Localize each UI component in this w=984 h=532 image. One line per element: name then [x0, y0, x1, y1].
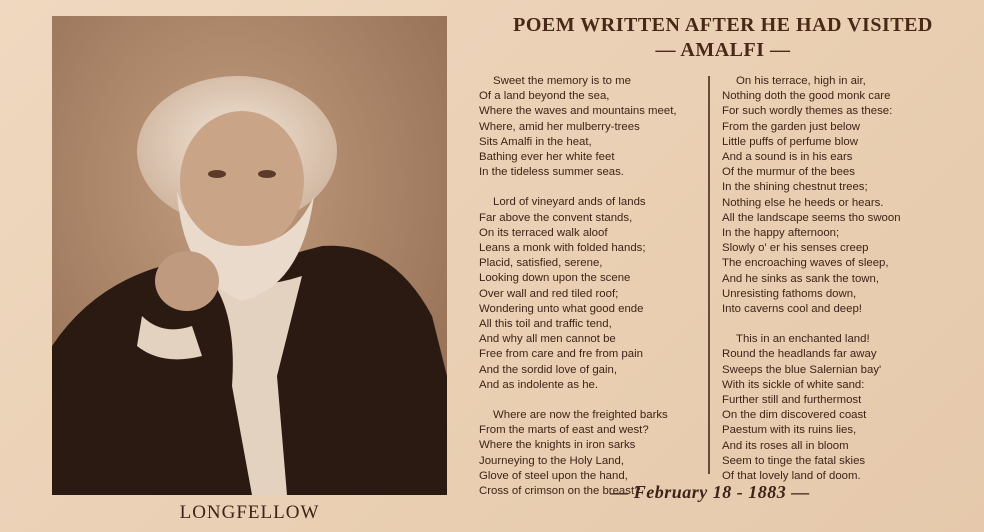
poem-line: Into caverns cool and deep!	[722, 303, 862, 316]
poem-line: This in an enchanted land!	[736, 333, 870, 346]
poem-line: On the dim discovered coast	[722, 409, 867, 422]
poem-line: Bathing ever her white feet	[479, 151, 615, 164]
poem-line: On his terrace, high in air,	[736, 75, 866, 87]
stanza	[479, 74, 704, 180]
poem-line: Wondering unto what good ende	[479, 302, 644, 315]
poem-line: Where, amid her mulberry-trees	[479, 120, 640, 133]
poem-line: Looking down upon the scene	[479, 272, 631, 285]
poem-line: And a sound is in his ears	[722, 151, 853, 164]
poem-column-right	[722, 74, 952, 499]
poem-line: Placid, satisfied, serene,	[479, 257, 603, 270]
poem-line: Leans a monk with folded hands;	[479, 242, 646, 255]
poem-line: Where the knights in iron sarks	[479, 439, 636, 452]
poem-line: With its sickle of white sand:	[722, 378, 865, 391]
poem-line: And as indolente as he.	[479, 378, 599, 391]
poem-line: All this toil and traffic tend,	[479, 318, 612, 331]
poem-line: Free from care and fre from pain	[479, 348, 643, 361]
longfellow-portrait	[52, 16, 447, 495]
poem-line: And why all men cannot be	[479, 333, 616, 346]
poem-line: Cross of crimson on the breast?	[479, 485, 641, 498]
poem-line: In the tideless summer seas.	[479, 166, 624, 179]
poem-line: All the landscape seems tho swoon	[722, 211, 901, 224]
poem-line: And the sordid love of gain,	[479, 363, 618, 376]
poem-line: Of the murmur of the bees	[722, 166, 855, 179]
poem-line: Of that lovely land of doom.	[722, 470, 861, 483]
poem-line: Slowly o' er his senses creep	[722, 242, 869, 255]
poem-line: And he sinks as sank the town,	[722, 272, 880, 285]
poem-line: From the marts of east and west?	[479, 424, 649, 437]
poem-line: Where the waves and mountains meet,	[479, 105, 677, 118]
poem-line: In the shining chestnut trees;	[722, 181, 868, 194]
poem-line: In the happy afternoon;	[722, 227, 840, 240]
poem-line: Journeying to the Holy Land,	[479, 454, 625, 467]
poem-line: Nothing else he heeds or hears.	[722, 196, 884, 209]
poem-line: Sweet the memory is to me	[493, 75, 632, 87]
poem-line: Over wall and red tiled roof;	[479, 287, 619, 300]
poem-line: Round the headlands far away	[722, 348, 877, 361]
poem-line: And its roses all in bloom	[722, 439, 849, 452]
poem-column-left	[479, 74, 704, 514]
poem-line: Sweeps the blue Salernian bay'	[722, 363, 882, 376]
poem-date: — February 18 - 1883 —	[610, 482, 810, 502]
poem-line: Glove of steel upon the hand,	[479, 469, 628, 482]
column-divider	[708, 76, 710, 474]
poem-line: Seem to tinge the fatal skies	[722, 454, 866, 467]
poem-line: Sits Amalfi in the heat,	[479, 135, 592, 148]
poem-line: For such wordly themes as these:	[722, 105, 893, 118]
poem-line: The encroaching waves of sleep,	[722, 257, 889, 270]
poem-line: Lord of vineyard ands of lands	[493, 196, 646, 209]
poem-line: Nothing doth the good monk care	[722, 90, 891, 103]
poem-line: On its terraced walk aloof	[479, 226, 608, 239]
poem-subtitle: — AMALFI —	[655, 39, 791, 61]
portrait-photo-image	[52, 16, 447, 495]
stanza	[479, 195, 704, 393]
stanza	[722, 74, 952, 317]
poem-title: POEM WRITTEN AFTER HE HAD VISITED	[513, 14, 933, 36]
poem-line: Far above the convent stands,	[479, 211, 633, 224]
poem-line: Of a land beyond the sea,	[479, 90, 610, 103]
stanza	[722, 332, 952, 484]
poem-line: Little puffs of perfume blow	[722, 135, 858, 148]
poem-line: Further still and furthermost	[722, 394, 862, 407]
poem-line: From the garden just below	[722, 120, 861, 133]
poem-line: Where are now the freighted barks	[493, 409, 668, 422]
poem-line: Paestum with its ruins lies,	[722, 424, 857, 437]
portrait-caption: LONGFELLOW	[179, 502, 320, 523]
poem-line: Unresisting fathoms down,	[722, 287, 857, 300]
